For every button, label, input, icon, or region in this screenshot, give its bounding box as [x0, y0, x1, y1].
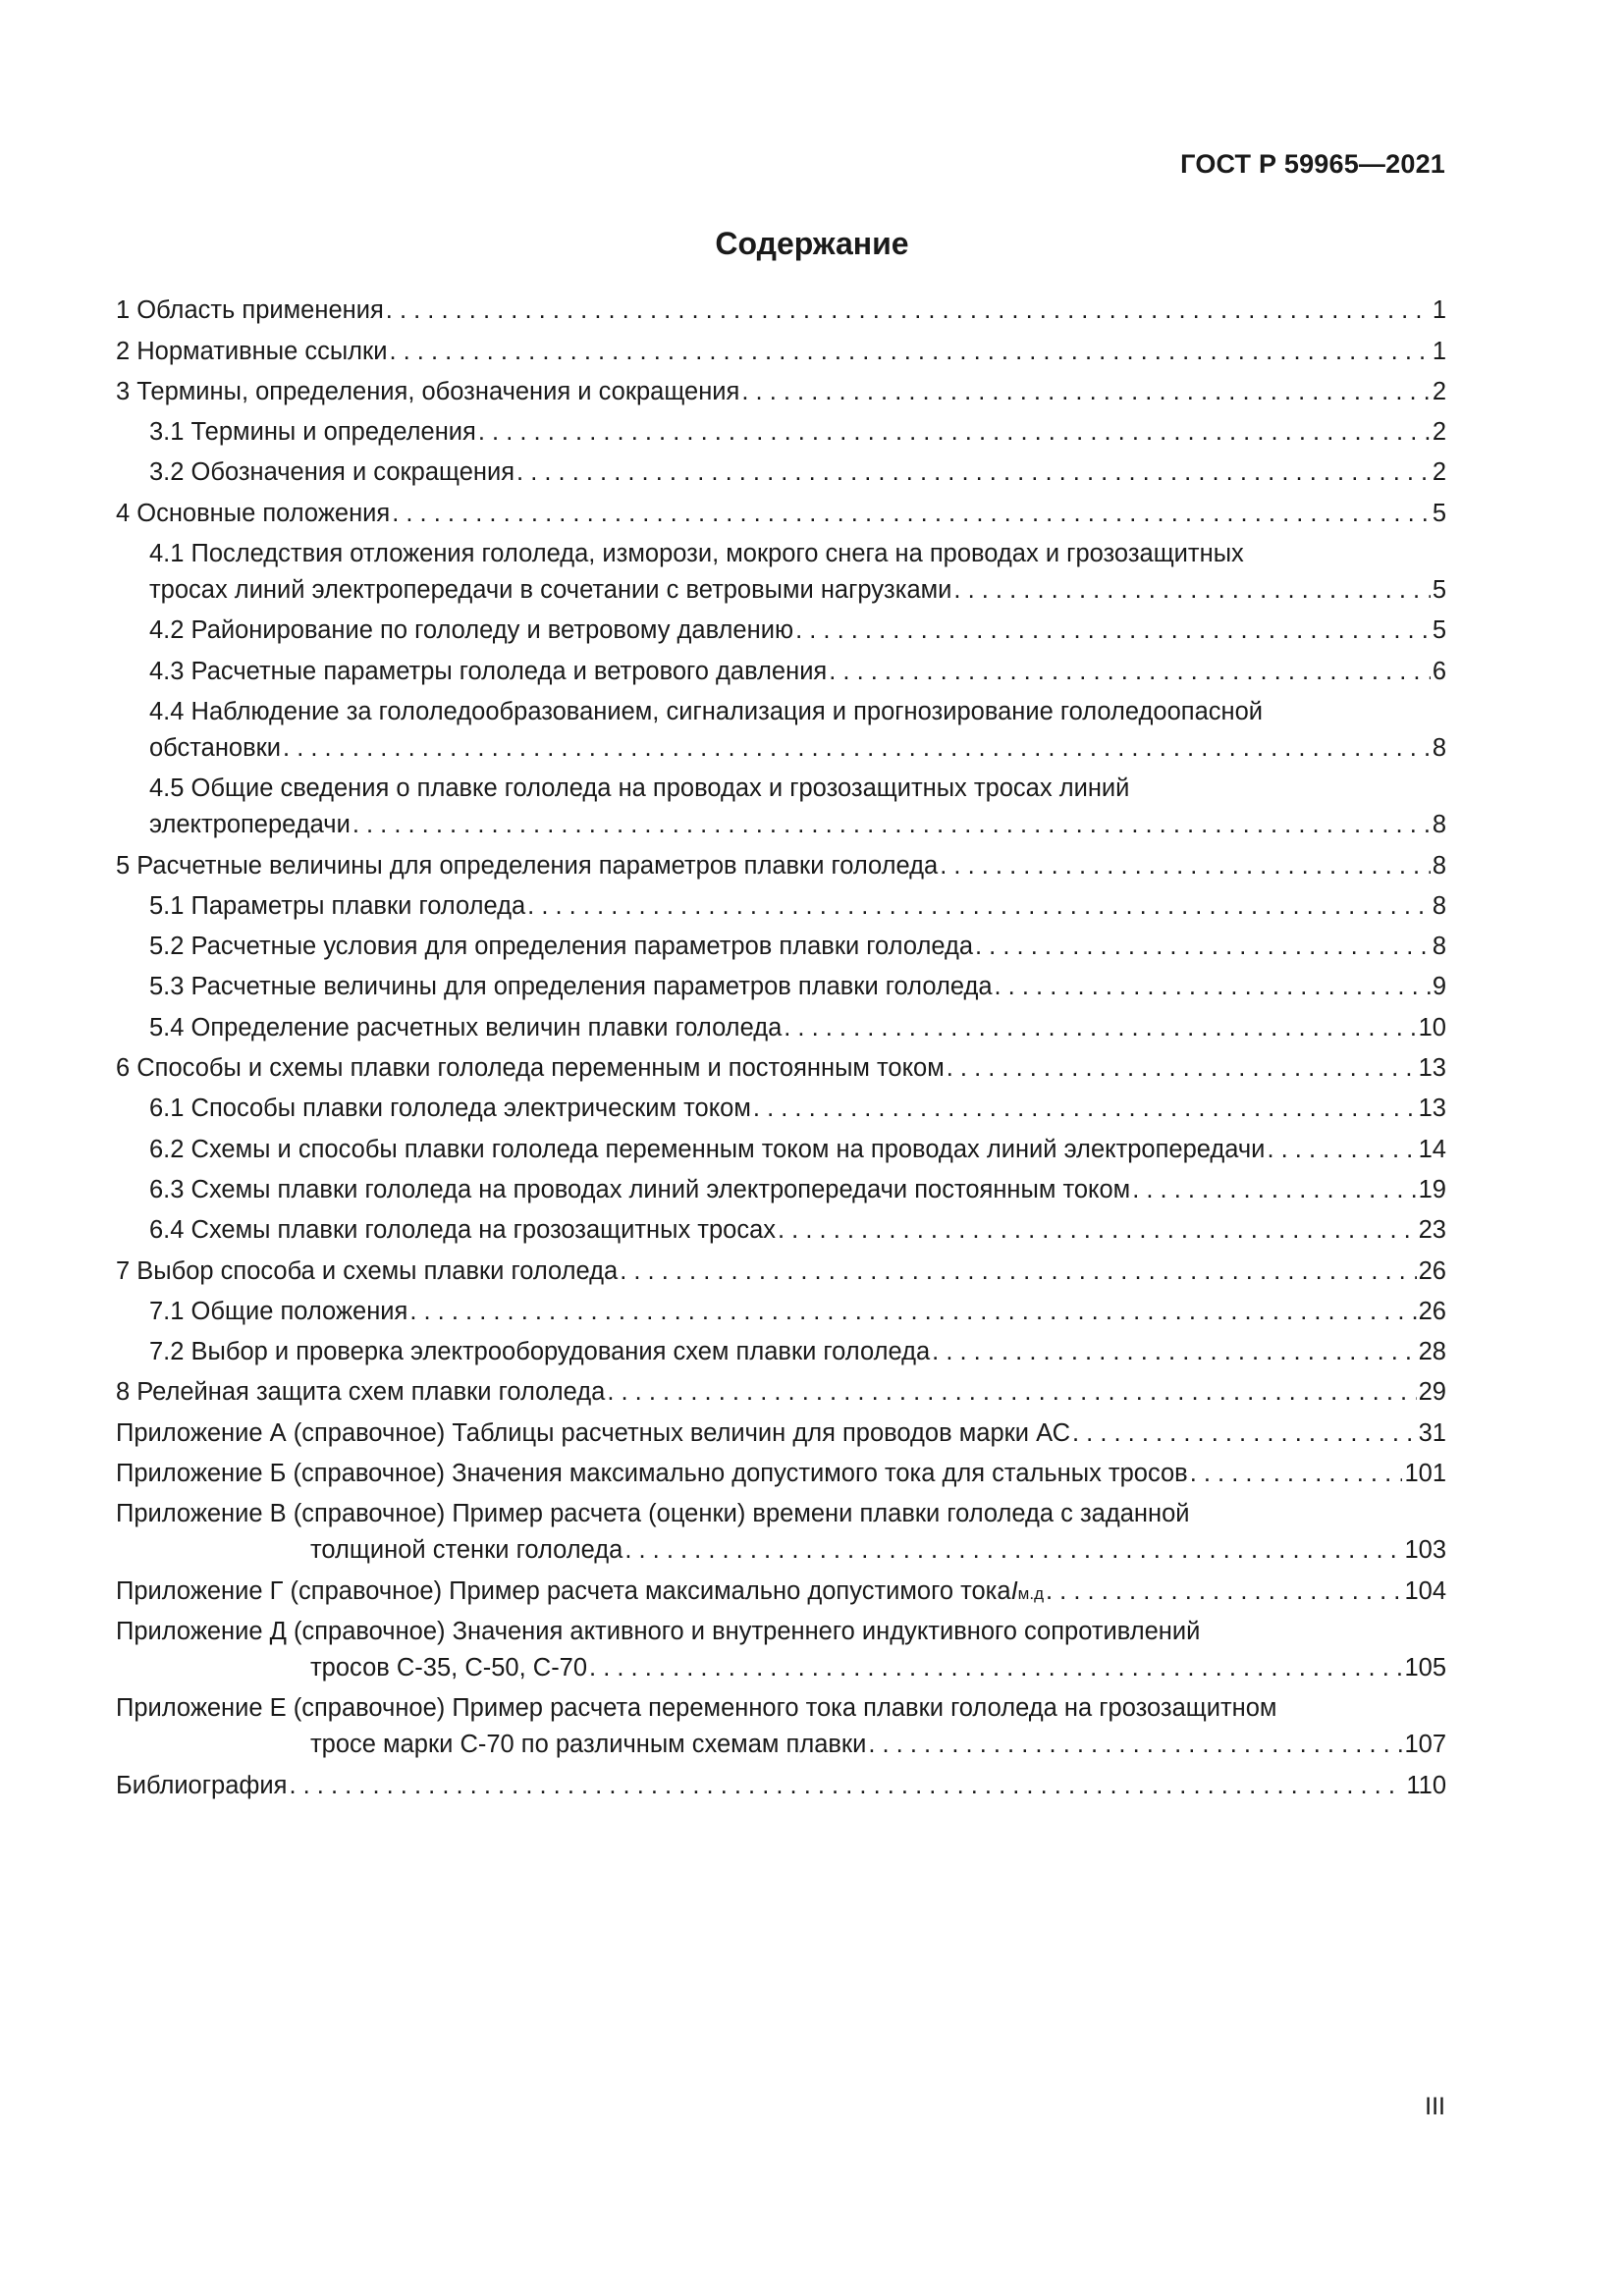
toc-entry[interactable]: [116, 1254, 1446, 1290]
toc-entry-text: 3.1 Термины и определения: [149, 418, 476, 447]
toc-page-number: 28: [1418, 1338, 1446, 1366]
dot-leader: [741, 374, 1430, 410]
toc-entry-text: 5 Расчетные величины для определения параметров плавки гололеда: [116, 851, 939, 880]
current-symbol: I: [1010, 1576, 1018, 1605]
toc-entry[interactable]: [116, 334, 1446, 370]
toc-entry-text: 6.3 Схемы плавки гололеда на проводах линий электропередачи постоянным током: [149, 1175, 1131, 1203]
toc-entry[interactable]: [116, 694, 1446, 767]
dot-leader: [1267, 1132, 1416, 1168]
toc-entry[interactable]: [116, 848, 1446, 884]
dot-leader: [624, 1532, 1402, 1569]
toc-entry-text: 4.1 Последствия отложения гололеда, изморози, мокрого снега на проводах и грозозащитных: [149, 540, 1244, 568]
dot-leader: [389, 334, 1430, 370]
toc-entry-text: 4 Основные положения: [116, 499, 391, 527]
dot-leader: [1190, 1456, 1403, 1492]
toc-entry-text: 4.5 Общие сведения о плавке гололеда на проводах и грозозащитных тросах линий: [149, 774, 1130, 803]
dot-leader: [940, 848, 1431, 884]
toc-page-number: 5: [1432, 576, 1446, 605]
toc-entry-text: 7.1 Общие положения: [149, 1297, 408, 1325]
toc-entry[interactable]: Приложение Г (справочное) Пример расчета максимально допустимого тока I м.д . . . 104: [116, 1574, 1446, 1610]
dot-leader: [1072, 1415, 1417, 1452]
toc-entry-text: 8 Релейная защита схем плавки гололеда: [116, 1378, 606, 1407]
dot-leader: [868, 1727, 1402, 1763]
toc-entry[interactable]: [116, 1172, 1446, 1208]
toc-page-number: 31: [1418, 1418, 1446, 1447]
toc-page-number: 101: [1404, 1460, 1446, 1488]
page-title: Содержание: [715, 226, 909, 261]
toc-page-number: 103: [1404, 1536, 1446, 1565]
toc-entry[interactable]: [116, 1456, 1446, 1492]
toc-entry[interactable]: [116, 1690, 1446, 1763]
toc-page-number: 8: [1432, 891, 1446, 920]
toc-entry[interactable]: [116, 414, 1446, 451]
toc-entry-text: 1 Область применения: [116, 296, 384, 325]
dot-leader: [283, 730, 1431, 767]
toc-page-number: 8: [1432, 933, 1446, 961]
toc-page-number: 107: [1404, 1731, 1446, 1759]
toc-entry-text: 5.2 Расчетные условия для определения параметров плавки гололеда: [149, 933, 974, 961]
dot-leader: [829, 654, 1431, 690]
toc-entry[interactable]: [116, 1091, 1446, 1127]
toc-entry-text: 5.3 Расчетные величины для определения параметров плавки гололеда: [149, 973, 993, 1001]
toc-entry-text: 4.3 Расчетные параметры гололеда и ветрового давления: [149, 657, 828, 685]
toc-entry-text: 6.4 Схемы плавки гололеда на грозозащитных тросах: [149, 1216, 777, 1245]
toc-entry-text: Приложение Б (справочное) Значения максимально допустимого тока для стальных тросов: [116, 1460, 1188, 1488]
toc-entry[interactable]: [116, 1496, 1446, 1569]
dot-leader: [975, 929, 1431, 965]
toc-entry-text: 5.4 Определение расчетных величин плавки гололеда: [149, 1013, 783, 1041]
toc-entry[interactable]: [116, 374, 1446, 410]
dot-leader: [753, 1091, 1417, 1127]
toc-entry-text: Приложение Д (справочное) Значения активного и внутреннего индуктивного сопротивлений: [116, 1617, 1201, 1645]
toc-page-number: 8: [1432, 811, 1446, 839]
toc-entry-text: тросе марки С-70 по различным схемам плавки: [310, 1731, 867, 1759]
toc-entry[interactable]: [116, 536, 1446, 609]
toc-entry[interactable]: [116, 771, 1446, 843]
toc-entry-text: Приложение Е (справочное) Пример расчета переменного тока плавки гололеда на грозозащитном: [116, 1694, 1277, 1723]
toc-entry-text: Библиография: [116, 1771, 288, 1799]
toc-entry[interactable]: [116, 1050, 1446, 1087]
toc-entry[interactable]: [116, 454, 1446, 491]
dot-leader: [352, 807, 1431, 843]
toc-entry-text: тросов С-35, С-50, С-70: [310, 1653, 588, 1682]
toc-page-number: 13: [1418, 1095, 1446, 1123]
toc-entry[interactable]: [116, 1010, 1446, 1046]
toc-page-number: 10: [1418, 1013, 1446, 1041]
table-of-contents: [116, 289, 1446, 1804]
dot-leader: [953, 572, 1430, 609]
toc-page-number: 8: [1432, 851, 1446, 880]
toc-page-number: 29: [1418, 1378, 1446, 1407]
toc-page-number: 1: [1432, 337, 1446, 365]
toc-entry-text: Приложение Г (справочное) Пример расчета максимально допустимого тока: [116, 1576, 1011, 1605]
toc-entry-text: толщиной стенки гололеда: [310, 1536, 623, 1565]
toc-entry[interactable]: [116, 293, 1446, 329]
toc-page-number: 19: [1418, 1175, 1446, 1203]
toc-page-number: 26: [1418, 1297, 1446, 1325]
toc-entry-text: обстановки: [149, 733, 282, 762]
dot-leader: [516, 454, 1431, 491]
toc-entry-text: 4.4 Наблюдение за гололедообразованием, сигнализация и прогнозирование гололедоопасной: [149, 697, 1264, 725]
toc-page-number: 13: [1418, 1054, 1446, 1083]
toc-entry[interactable]: [116, 969, 1446, 1005]
toc-page-number: 2: [1432, 418, 1446, 447]
toc-page-number: 6: [1432, 657, 1446, 685]
toc-entry[interactable]: [116, 1614, 1446, 1686]
dot-leader: [1132, 1172, 1416, 1208]
dot-leader: [392, 496, 1431, 532]
dot-leader: [947, 1050, 1417, 1087]
dot-leader: [620, 1254, 1416, 1290]
toc-page-number: 110: [1406, 1771, 1446, 1799]
toc-entry-text: 3.2 Обозначения и сокращения: [149, 458, 515, 487]
toc-entry-text: тросах линий электропередачи в сочетании с ветровыми нагрузками: [149, 576, 952, 605]
toc-page-number: 2: [1432, 377, 1446, 405]
toc-entry[interactable]: [116, 1334, 1446, 1370]
dot-leader: [386, 293, 1431, 329]
dot-leader: [795, 613, 1431, 649]
toc-entry-text: электропередачи: [149, 811, 351, 839]
toc-entry[interactable]: [116, 1212, 1446, 1249]
toc-page-number: 1: [1432, 296, 1446, 325]
toc-page-number: 26: [1418, 1256, 1446, 1285]
toc-page-number: 9: [1432, 973, 1446, 1001]
toc-entry-text: 7.2 Выбор и проверка электрооборудования схем плавки гололеда: [149, 1338, 931, 1366]
dot-leader: [409, 1294, 1416, 1330]
toc-entry-text: 4.2 Районирование по гололеду и ветровому давлению: [149, 616, 794, 645]
toc-entry[interactable]: [116, 1768, 1446, 1804]
dot-leader: [778, 1212, 1417, 1249]
toc-entry[interactable]: [116, 888, 1446, 925]
toc-entry[interactable]: [116, 929, 1446, 965]
dot-leader: [478, 414, 1431, 451]
toc-entry-text: Приложение А (справочное) Таблицы расчетных величин для проводов марки АС: [116, 1418, 1070, 1447]
toc-entry-text: 6.1 Способы плавки гололеда электрическим током: [149, 1095, 751, 1123]
dot-leader: [1046, 1574, 1402, 1610]
toc-page-number: 14: [1418, 1135, 1446, 1163]
toc-page-number: 23: [1418, 1216, 1446, 1245]
toc-entry-text: 3 Термины, определения, обозначения и сокращения: [116, 377, 740, 405]
toc-entry[interactable]: [116, 496, 1446, 532]
toc-page-number: 105: [1404, 1653, 1446, 1682]
toc-entry[interactable]: [116, 1294, 1446, 1330]
toc-page-number: 104: [1404, 1576, 1446, 1605]
toc-entry-text: Приложение В (справочное) Пример расчета (оценки) времени плавки гололеда с заданной: [116, 1500, 1190, 1528]
toc-entry-text: 2 Нормативные ссылки: [116, 337, 388, 365]
toc-entry[interactable]: [116, 1415, 1446, 1452]
toc-entry[interactable]: [116, 1132, 1446, 1168]
dot-leader: [289, 1768, 1404, 1804]
toc-page-number: 5: [1432, 499, 1446, 527]
toc-entry-text: 6.2 Схемы и способы плавки гололеда переменным током на проводах линий электропередачи: [149, 1135, 1266, 1163]
document-code: ГОСТ Р 59965—2021: [1180, 149, 1445, 179]
toc-entry-text: 6 Способы и схемы плавки гололеда переменным и постоянным током: [116, 1054, 945, 1083]
toc-entry[interactable]: [116, 1374, 1446, 1411]
toc-entry[interactable]: [116, 613, 1446, 649]
dot-leader: [607, 1374, 1416, 1411]
toc-page-number: 5: [1432, 616, 1446, 645]
page-number: III: [1425, 2093, 1445, 2120]
toc-entry-text: 5.1 Параметры плавки гололеда: [149, 891, 526, 920]
dot-leader: [932, 1334, 1416, 1370]
dot-leader: [995, 969, 1431, 1005]
toc-entry-text: 7 Выбор способа и схемы плавки гололеда: [116, 1256, 619, 1285]
dot-leader: [589, 1650, 1402, 1686]
dot-leader: [784, 1010, 1416, 1046]
dot-leader: [527, 888, 1431, 925]
toc-entry[interactable]: [116, 654, 1446, 690]
toc-page-number: 8: [1432, 733, 1446, 762]
toc-page-number: 2: [1432, 458, 1446, 487]
